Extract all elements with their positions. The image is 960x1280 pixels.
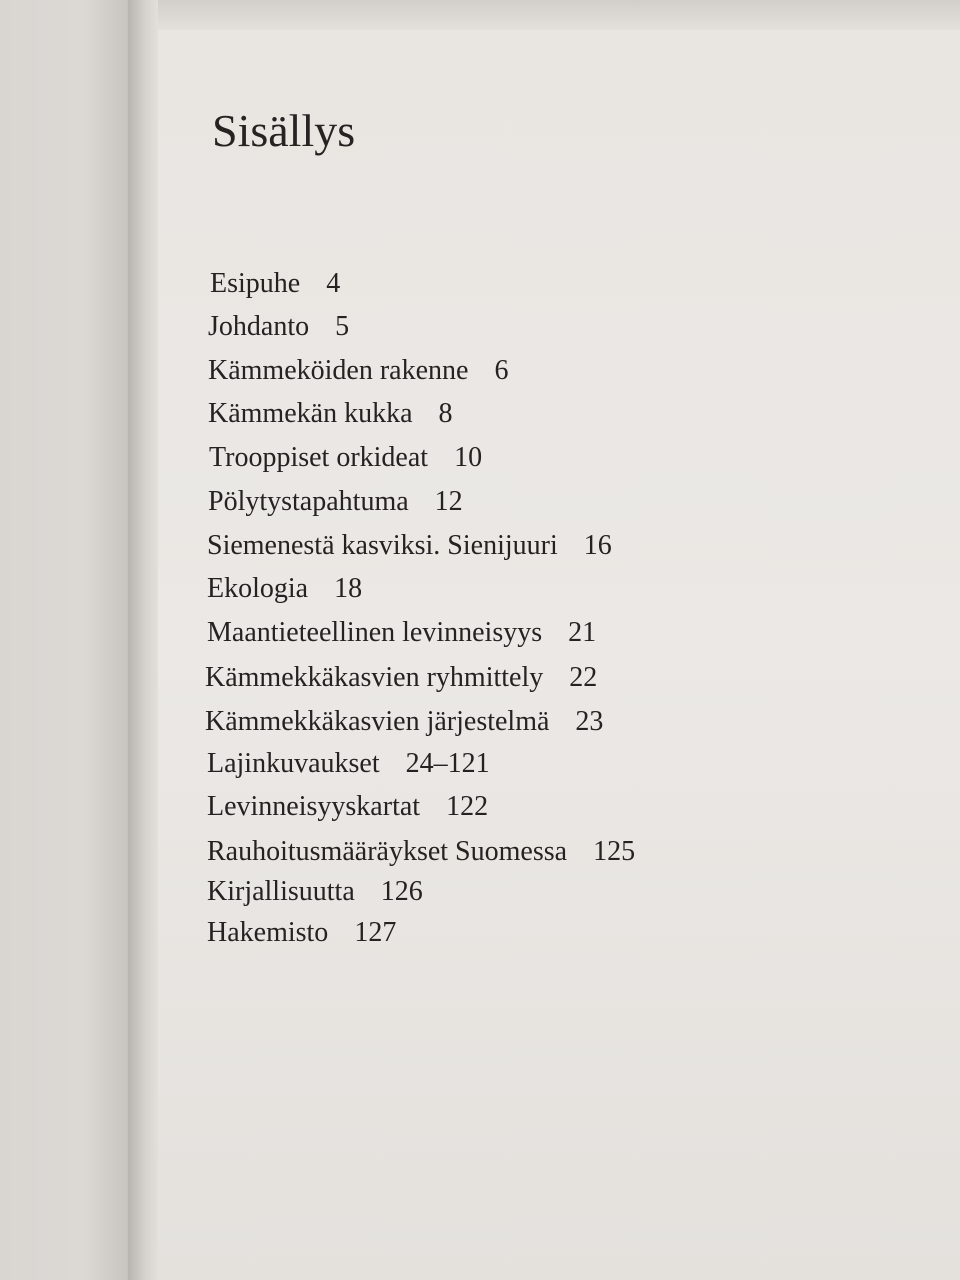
toc-entry-label: Hakemisto (207, 917, 329, 948)
toc-entry-label: Trooppiset orkideat (209, 442, 429, 473)
toc-entry (205, 706, 603, 738)
toc-entry (207, 530, 612, 562)
toc-entry (209, 442, 482, 474)
toc-entry (207, 876, 423, 908)
toc-entry-label: Kämmeköiden rakenne (208, 355, 469, 386)
toc-entry-page: 6 (494, 355, 509, 386)
toc-entry-label: Kämmekän kukka (208, 398, 413, 429)
toc-entry (208, 398, 453, 430)
toc-entry-page: 10 (454, 442, 483, 473)
toc-entry-label: Rauhoitusmääräykset Suomessa (207, 836, 568, 867)
book-gutter (128, 0, 158, 1280)
toc-entry-page: 4 (326, 268, 341, 299)
toc-entry-label: Esipuhe (210, 268, 301, 299)
toc-entry (207, 573, 362, 605)
toc-entry (207, 791, 488, 823)
toc-entry-label: Johdanto (208, 311, 310, 342)
toc-entry (208, 486, 463, 518)
toc-entry-page: 12 (434, 486, 463, 517)
toc-entry (207, 748, 490, 780)
toc-entry-page: 5 (335, 311, 350, 342)
toc-entry-label: Ekologia (207, 573, 309, 604)
page-title: Sisällys (212, 105, 356, 156)
toc-entry-page: 16 (583, 530, 612, 561)
toc-entry (207, 836, 635, 868)
toc-entry-page: 22 (569, 662, 598, 693)
toc-entry-page: 126 (380, 876, 423, 907)
toc-entry (210, 268, 340, 300)
toc-entry-label: Kirjallisuutta (207, 876, 355, 907)
toc-entry-label: Levinneisyyskartat (207, 791, 421, 822)
toc-entry (207, 917, 396, 949)
toc-entry-page: 24–121 (405, 748, 490, 779)
toc-entry-page: 18 (334, 573, 363, 604)
toc-entry-page: 21 (568, 617, 597, 648)
left-page (0, 0, 140, 1280)
toc-entry-page: 127 (354, 917, 397, 948)
toc-entry (205, 662, 597, 694)
toc-entry-label: Pölytystapahtuma (208, 486, 409, 517)
toc-entry-page: 23 (575, 706, 604, 737)
toc-entry-label: Lajinkuvaukset (207, 748, 380, 779)
toc-entry-label: Siemenestä kasviksi. Sienijuuri (207, 530, 558, 561)
toc-entry (208, 355, 508, 387)
toc-entry-page: 8 (438, 398, 453, 429)
toc-entry-page: 122 (446, 791, 489, 822)
toc-entry-page: 125 (593, 836, 636, 867)
toc-entry (208, 311, 349, 343)
toc-entry-label: Maantieteellinen levinneisyys (207, 617, 543, 648)
toc-entry-label: Kämmekkäkasvien järjestelmä (205, 706, 550, 737)
right-page (150, 30, 960, 1280)
toc-entry (207, 617, 596, 649)
toc-entry-label: Kämmekkäkasvien ryhmittely (205, 662, 544, 693)
